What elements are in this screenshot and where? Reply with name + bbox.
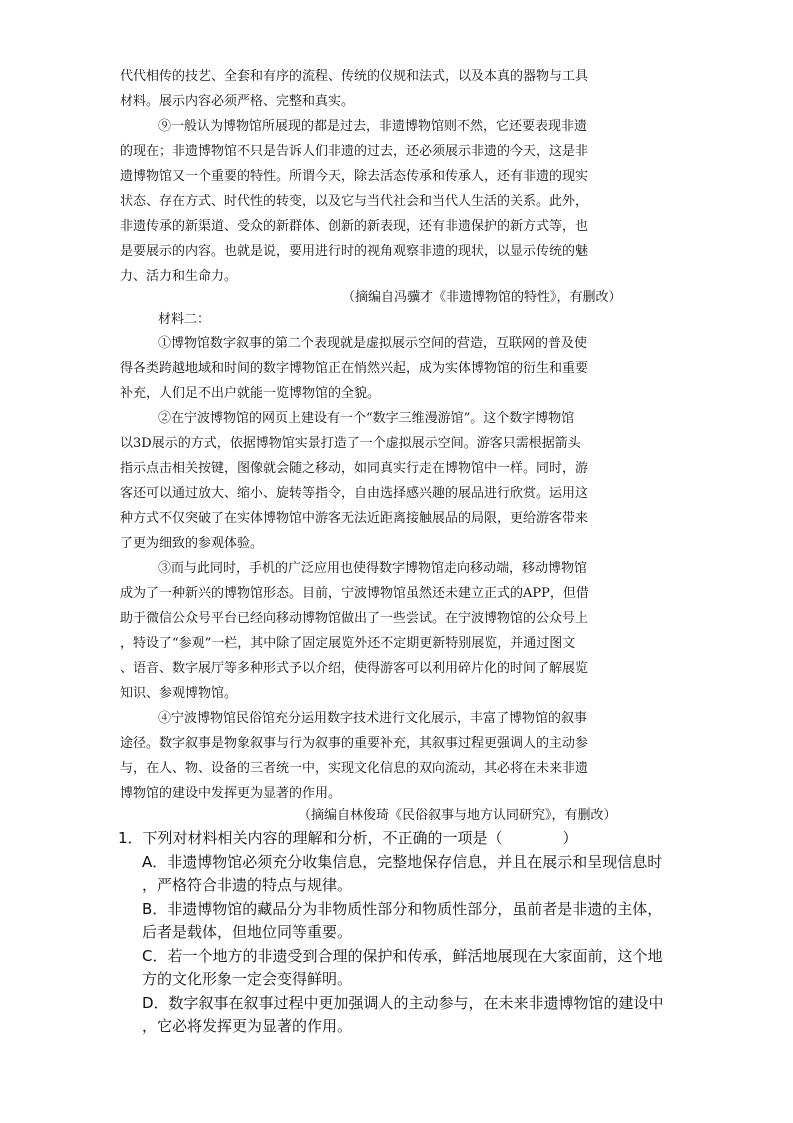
option-d[interactable]: D．数字叙事在叙事过程中更加强调人的主动参与，在未来非遗博物馆的建设中 — [142, 994, 664, 1012]
text-line: 是要展示的内容。也就是说，要用进行时的视角观察非遗的现状，以显示传统的魅 — [120, 244, 589, 259]
option-c[interactable]: C．若一个地方的非遗受到合理的保护和传承，鲜活地展现在大家面前，这个地 — [142, 947, 663, 965]
option-a-continued: ，严格符合非遗的特点与规律。 — [142, 876, 353, 894]
source-citation: （摘编自冯骥才《非遗博物馆的特性》，有删改） — [342, 290, 622, 305]
text-line: 与，在人、物、设备的三者统一中，实现文化信息的双向流动，其必将在未来非遗 — [120, 761, 589, 776]
text-line: 以3D展示的方式，依据博物馆实景打造了一个虚拟展示空间。游客只需根据箭头 — [120, 436, 581, 451]
text-line: ，特设了“参观”一栏，其中除了固定展览外还不定期更新特别展览，并通过图文 — [120, 636, 576, 651]
material-two-heading: 材料二： — [158, 312, 211, 327]
text-line: 指示点击相关按键，图像就会随之移动，如同真实行走在博物馆中一样。同时，游 — [120, 461, 589, 476]
text-line: 种方式不仅突破了在实体博物馆中游客无法近距离接触展品的局限，更给游客带来 — [120, 511, 589, 526]
text-line: 客还可以通过放大、缩小、旋转等指令，自由选择感兴趣的展品进行欣赏。运用这 — [120, 486, 589, 501]
text-line: 力、活力和生命力。 — [120, 269, 238, 284]
text-line: 材料。展示内容必须严格、完整和真实。 — [120, 94, 355, 109]
text-line: 了更为细致的参观体验。 — [120, 536, 264, 551]
option-c-continued: 方的文化形象一定会变得鲜明。 — [142, 970, 353, 988]
option-a[interactable]: A．非遗博物馆必须充分收集信息，完整地保存信息，并且在展示和呈现信息时 — [142, 853, 663, 871]
text-line: 代代相传的技艺、全套和有序的流程、传统的仪规和法式，以及本真的器物与工具 — [120, 69, 589, 84]
text-line: 的现在；非遗博物馆不只是告诉人们非遗的过去，还必须展示非遗的今天，这是非 — [120, 144, 589, 159]
option-b[interactable]: B．非遗博物馆的藏品分为非物质性部分和物质性部分，虽前者是非遗的主体， — [142, 900, 663, 918]
question-stem: 1．下列对材料相关内容的理解和分析，不正确的一项是（ ） — [118, 829, 578, 847]
text-line: 博物馆的建设中发挥更为显著的作用。 — [120, 786, 342, 801]
paragraph-3-start: ③而与此同时，手机的广泛应用也使得数字博物馆走向移动端，移动博物馆 — [158, 561, 588, 576]
paragraph-9-start: ⑨一般认为博物馆所展现的都是过去，非遗博物馆则不然，它还要表现非遗 — [158, 119, 588, 134]
text-line: 成为了一种新兴的博物馆形态。目前，宁波博物馆虽然还未建立正式的APP，但借 — [120, 586, 589, 601]
paragraph-4-start: ④宁波博物馆民俗馆充分运用数字技术进行文化展示，丰富了博物馆的叙事 — [158, 711, 588, 726]
text-line: 得各类跨越地域和时间的数字博物馆正在悄然兴起，成为实体博物馆的衍生和重要 — [120, 361, 589, 376]
source-citation: （摘编自林俊琦《民俗叙事与地方认同研究》，有删改） — [298, 808, 617, 823]
text-line: 遗博物馆又一个重要的特性。所谓今天，除去活态传承和传承人，还有非遗的现实 — [120, 169, 589, 184]
option-d-continued: ，它必将发挥更为显著的作用。 — [142, 1017, 353, 1035]
text-line: 状态、存在方式、时代性的转变，以及它与当代社会和当代人生活的关系。此外， — [120, 194, 589, 209]
text-line: 非遗传承的新渠道、受众的新群体、创新的新表现，还有非遗保护的新方式等，也 — [120, 219, 589, 234]
text-line: 、语音、数字展厅等多种形式予以介绍，使得游客可以利用碎片化的时间了解展览 — [120, 661, 589, 676]
text-line: 途径。数字叙事是物象叙事与行为叙事的重要补充，其叙事过程更强调人的主动参 — [120, 736, 589, 751]
option-b-continued: 后者是载体，但地位同等重要。 — [142, 923, 353, 941]
text-line: 助于微信公众号平台已经向移动博物馆做出了一些尝试。在宁波博物馆的公众号上 — [120, 611, 589, 626]
text-line: 补充，人们足不出户就能一览博物馆的全貌。 — [120, 386, 381, 401]
text-line: 知识、参观博物馆。 — [120, 686, 238, 701]
paragraph-2-start: ②在宁波博物馆的网页上建设有一个“数字三维漫游馆”。这个数字博物馆 — [158, 411, 575, 426]
paragraph-1-start: ①博物馆数字叙事的第二个表现就是虚拟展示空间的营造，互联网的普及使 — [158, 336, 588, 351]
